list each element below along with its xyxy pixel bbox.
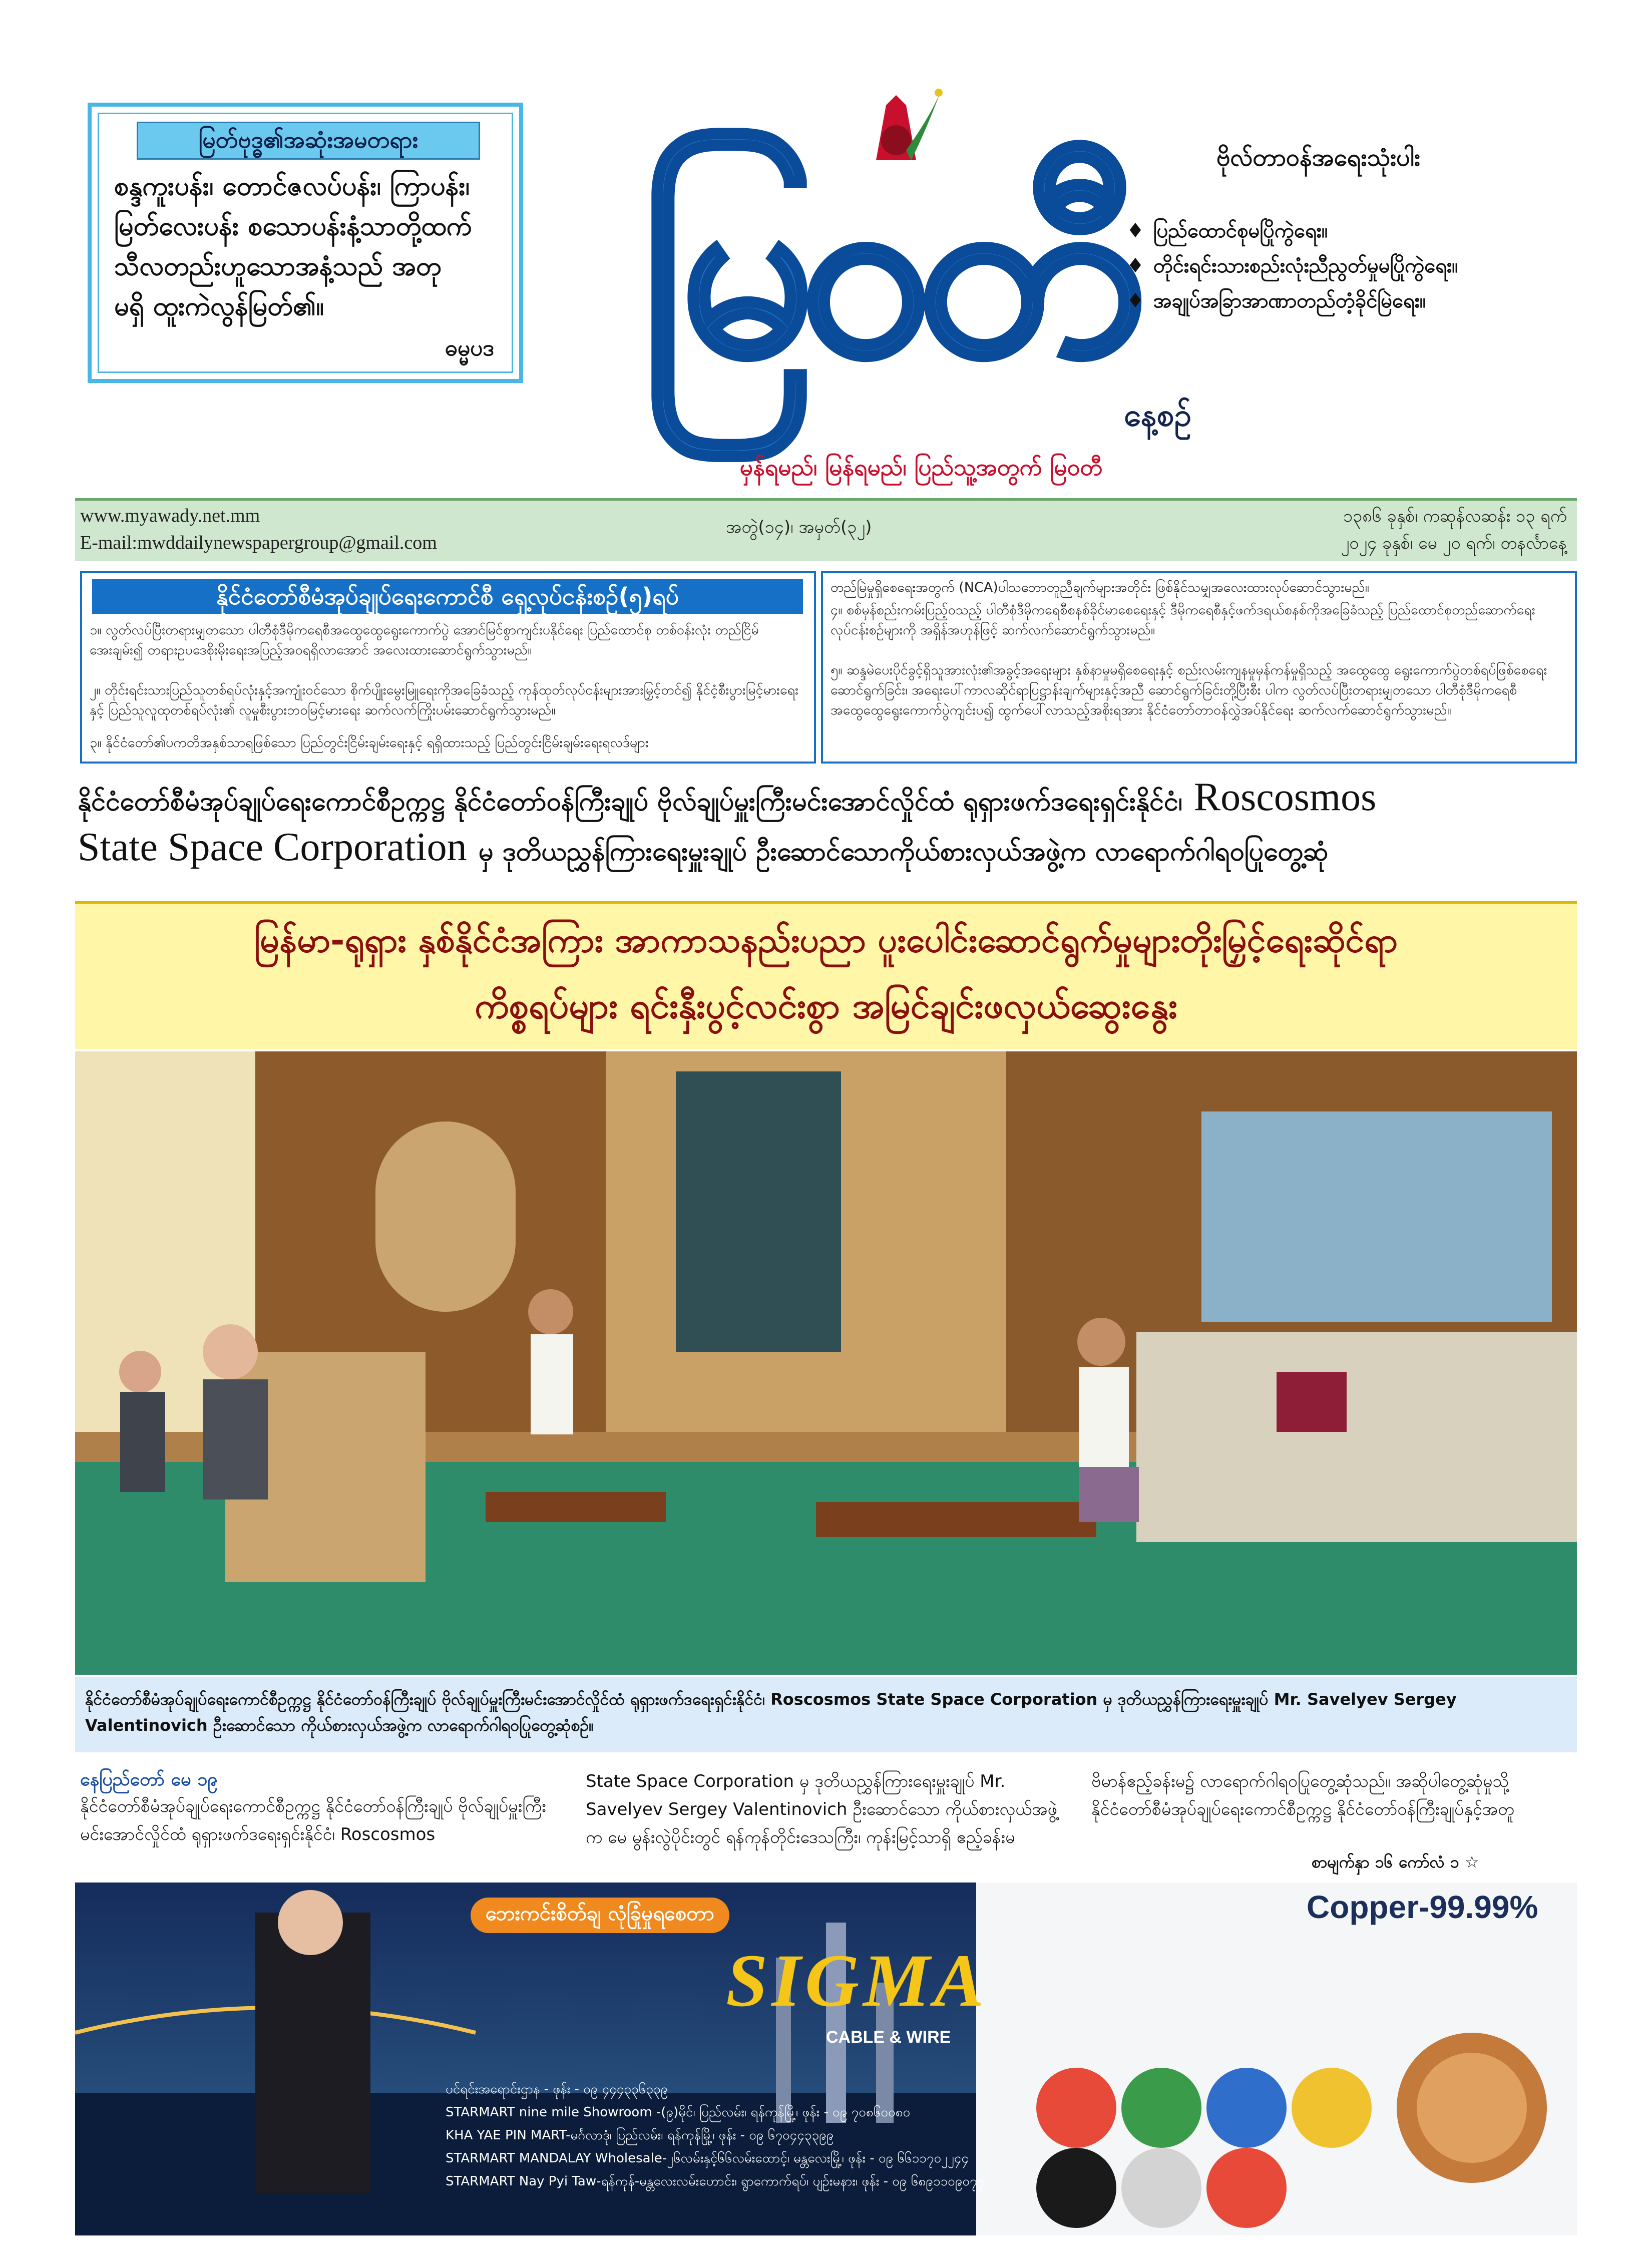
policy-item: တည်မြဲမှုရှိစေရေးအတွက် (NCA)ပါသဘောတူညီချက်များအတိုင်း ဖြစ်နိုင်သမျှအလေးထားလုပ်ဆောင်သွားမည်။ — [831, 580, 1369, 595]
policy-item: ၁။ လွတ်လပ်ပြီးတရားမျှတသော ပါတီစုံဒီမိုကရေစီအထွေထွေရွေးကောက်ပွဲ အောင်မြင်စွာကျင်းပနိုင်ရေး ပြည်ထောင်စု တစ်ဝန်းလုံး တည်ငြိမ်အေးချမ်း၍ တရားဥပဒေစိုးမိုးရေးအပြည့်အဝရရှိလာအောင် အလေးထားဆောင်ရွက်သွားမည်။ — [90, 622, 759, 658]
objective-text: တိုင်းရင်းသားစည်းလုံးညီညွတ်မှုမပြိုကွဲရေး။ — [1153, 254, 1458, 277]
masthead — [586, 75, 1211, 496]
ad-contact-line: KHA YAE PIN MART-မင်္ဂလာဒုံ၊ ပြည်လမ်း၊ ရန်ကုန်မြို့၊ ဖုန်း - ၀၉ ၆၇၀၄၄၃၃၉၉ — [446, 2128, 834, 2143]
email-link[interactable]: E-mail:mwddailynewspapergroup@gmail.com — [80, 532, 437, 553]
ad-contact-line: STARMART nine mile Showroom -(၉)မိုင်၊ ပြည်လမ်း၊ ရန်ကုန်မြို့၊ ဖုန်း - ၀၉ ၇၀၈၆၀၀၈၀ — [446, 2105, 911, 2120]
policy-item: ၅။ ဆန္ဒမဲပေးပိုင်ခွင့်ရှိသူအားလုံး၏အခွင့်အရေးများ နှစ်နာမှုမရှိစေရေးနှင့် စည်းလမ်းကျနမှုမှန်ကန်မှုရှိသည့် အထွေထွေ ရွေးကောက်ပွဲတစ်ရပ်ဖြစ်စေရေးဆောင်ရွက်ခြင်း၊ အရေးပေါ်ကာလဆိုင်ရာပြဋ္ဌာန်းချက်များနှင့်အညီ ဆောင်ရွက်ခြင်းတို့ပြီးစီး ပါက လွတ်လပ်ပြီးတရားမျှတသော ပါတီစုံဒီမိုကရေစီအထွေထွေရွေးကောက်ပွဲကျင်းပ၍ ထွက်ပေါ်လာသည့်အစိုးရအား နိုင်ငံတော်တာဝန်လွှဲအပ်နိုင်ရေး ဆက်လက်ဆောင်ရွက်သွားမည်။ — [831, 662, 1547, 718]
info-band — [75, 498, 1577, 561]
objective-text: ပြည်ထောင်စုမပြိုကွဲရေး။ — [1153, 219, 1328, 242]
masthead-subtitle: နေ့စဉ် — [1123, 397, 1191, 433]
ad-brand-sub: CABLE & WIRE — [826, 2028, 951, 2047]
quote-line: စန္ဒကူးပန်း၊ တောင်ဇလပ်ပန်း၊ ကြာပန်း၊ — [114, 171, 470, 201]
diamond-icon: ♦ — [1126, 219, 1144, 242]
article-column-3: ဗိမာန်ဧည့်ခန်းမ၌ လာရောက်ဂါရဝပြုတွေ့ဆုံသည်။ အဆိုပါတွေ့ဆုံမှုသို့ နိုင်ငံတော်စီမံအုပ်ချုပ်ရေးကောင်စီဥက္ကဋ္ဌ နိုင်ငံတော်ဝန်ကြီးချုပ်နှင့်အတူ — [1091, 1771, 1515, 1819]
kicker-roscosmos: Roscosmos — [1193, 775, 1377, 819]
diamond-icon: ♦ — [1126, 289, 1144, 312]
ad-contact-line: ပင်ရင်းအရောင်းဌာန - ဖုန်း - ၀၉ ၄၄၄၃၃၆၃၃၉ — [446, 2082, 668, 2097]
headline-line-1: မြန်မာ-ရုရှား နှစ်နိုင်ငံအကြား အာကာသနည်းပညာ ပူးပေါင်းဆောင်ရွက်မှုများတိုးမြှင့်ရေးဆိုင်ရာ — [254, 921, 1398, 960]
date-gregorian: ၂၀၂၄ ခုနှစ်၊ မေ ၂၀ ရက်၊ တနင်္လာနေ့ — [1341, 533, 1567, 553]
objective-item — [1126, 288, 1426, 317]
quote-box — [88, 103, 523, 383]
policy-item: ၄။ စစ်မှန်စည်းကမ်းပြည့်ဝသည့် ပါတီစုံဒီမိုကရေစီစနစ်ခိုင်မာစေရေးနှင့် ဒီမိုကရေစီနှင့်ဖက်ဒရယ်စနစ်ကိုအခြေခံသည့် ပြည်ထောင်စုတည်ဆောက်ရေးလုပ်ငန်းစဉ်များကို အရှိန်အဟုန်ဖြင့် ဆက်လက်ဆောင်ရွက်သွားမည်။ — [831, 602, 1535, 638]
caption-band — [75, 1677, 1577, 1752]
masthead-title: မြဝတီ — [641, 132, 1131, 409]
masthead-slogan: မှန်ရမည်၊ မြန်ရမည်၊ ပြည်သူ့အတွက် မြဝတီ — [739, 454, 1103, 481]
website-link[interactable]: www.myawady.net.mm — [80, 505, 260, 526]
quote-line: မြတ်လေးပန်း စသောပန်းနံ့သာတို့ထက် — [114, 211, 472, 241]
quote-line: မရှိ ထူးကဲလွန်မြတ်၏။ — [114, 291, 324, 321]
quote-line: သီလတည်းဟူသောအနံ့သည် အတု — [114, 251, 442, 281]
kicker-text: မှ ဒုတိယညွှန်ကြားရေးမှူးချုပ် ဦးဆောင်သောကိုယ်စားလှယ်အဖွဲ့က လာရောက်ဂါရဝပြုတွေ့ဆုံ — [478, 837, 1329, 867]
policy-box-title: နိုင်ငံတော်စီမံအုပ်ချုပ်ရေးကောင်စီ ရှေ့လုပ်ငန်းစဉ်(၅)ရပ် — [92, 579, 803, 614]
kicker-line-1 — [78, 774, 1579, 826]
policy-item: ၂။ တိုင်းရင်းသားပြည်သူတစ်ရပ်လုံးနှင့်အကျုံးဝင်သော စိုက်ပျိုးမွေးမြူရေးကိုအခြေခံသည့် ကုန်ထုတ်လုပ်ငန်းများအားမြှင့်တင်၍ နိုင်ငံ့စီးပွားမြင့်မားရေးနှင့် ပြည်သူလူထုတစ်ရပ်လုံး၏ လူမှုစီးပွားဘဝမြင့်မားရေး ဆက်လက်ကြိုးပမ်းဆောင်ရွက်သွားမည်။ — [90, 682, 798, 718]
meeting-photo — [75, 1051, 1577, 1675]
kicker-corporation: State Space Corporation — [78, 825, 467, 869]
meeting-photo-illustration — [75, 1051, 1577, 1675]
sigma-advertisement[interactable] — [75, 1883, 1577, 2235]
article-column-1: နိုင်ငံတော်စီမံအုပ်ချုပ်ရေးကောင်စီဥက္ကဋ္ဌ နိုင်ငံတော်ဝန်ကြီးချုပ် ဗိုလ်ချုပ်မှူးကြီးမင်းအောင်လှိုင်ထံ ရုရှားဖက်ဒရေးရှင်းနိုင်ငံ၊ Roscosmos — [80, 1796, 546, 1844]
objective-item — [1126, 253, 1458, 282]
headline-line-2: ကိစ္စရပ်များ ရင်းနှီးပွင့်လင်းစွာ အမြင်ချင်းဖလှယ်ဆွေးနွေး — [475, 985, 1177, 1026]
policy-item: ၃။ နိုင်ငံတော်၏ပကတိအနှစ်သာရဖြစ်သော ပြည်တွင်းငြိမ်းချမ်းရေးနှင့် ရရှိထားသည့် ပြည်တွင်းငြိမ်းချမ်းရေးရလဒ်များ — [90, 735, 649, 750]
ad-contact-line: STARMART MANDALAY Wholesale-၂၆လမ်းနှင့်၆၆လမ်းထောင့်၊ မန္တလေးမြို့၊ ဖုန်း - ၀၉ ၆၆၁၁၇၀၂၂၄၄ — [446, 2151, 969, 2166]
ad-contacts — [446, 2078, 1071, 2193]
continued-marker: စာမျက်နှာ ၁၆ ကော်လံ ၁ ☆ — [1312, 1852, 1479, 1871]
ad-tagline: ဘေးကင်းစိတ်ချ လုံခြုံမှုရစေတာ — [471, 1898, 729, 1933]
policy-box — [80, 571, 816, 764]
objectives-heading: ဗိုလ်တာဝန်အရေးသုံးပါး — [1216, 144, 1421, 172]
diamond-icon: ♦ — [1126, 254, 1144, 277]
quote-title: မြတ်ဗုဒ္ဓ၏အဆုံးအမတရား — [137, 122, 480, 160]
policy-box-continued — [821, 571, 1577, 764]
ad-brand: SIGMA — [726, 1939, 988, 2022]
kicker-text: နိုင်ငံတော်စီမံအုပ်ချုပ်ရေးကောင်စီဥက္ကဋ္ဌ နိုင်ငံတော်ဝန်ကြီးချုပ် ဗိုလ်ချုပ်မှူးကြီးမင်းအောင်လှိုင်ထံ ရုရှားဖက်ဒရေးရှင်းနိုင်ငံ၊ — [78, 787, 1182, 817]
ad-contact-line: STARMART Nay Pyi Taw-ရန်ကုန်-မန္တလေးလမ်းဟောင်း၊ ရွာကောက်ရပ်၊ ပျဉ်းမနား၊ ဖုန်း - ၀၉ ၆၈၉၁၁၀၉၀၇၇ — [446, 2174, 985, 2189]
ad-copper: Copper-99.99% — [1307, 1889, 1538, 1925]
headline-band — [75, 901, 1577, 1049]
objective-item — [1126, 218, 1328, 247]
article-column-2: State Space Corporation မှ ဒုတိယညွှန်ကြားရေးမှူးချုပ် Mr. Savelyev Sergey Valentinovich ဦးဆောင်သော ကိုယ်စားလှယ်အဖွဲ့က မေ မွန်းလွဲပိုင်းတွင် ရန်ကုန်တိုင်းဒေသကြီး၊ ကုန်းမြင့်သာရှိ ဧည့်ခန်းမ — [586, 1771, 1057, 1847]
kicker-line-2 — [78, 824, 1579, 876]
photo-caption: နိုင်ငံတော်စီမံအုပ်ချုပ်ရေးကောင်စီဥက္ကဋ္ဌ နိုင်ငံတော်ဝန်ကြီးချုပ် ဗိုလ်ချုပ်မှူးကြီးမင်းအောင်လှိုင်ထံ ရုရှားဖက်ဒရေးရှင်းနိုင်ငံ၊ Roscosmos State Space Corporation မှ ဒုတိယညွှန်ကြားရေးမှူးချုပ် Mr. Savelyev Sergey Valentinovich ဦးဆောင်သော ကိုယ်စားလှယ်အဖွဲ့က လာရောက်ဂါရဝပြုတွေ့ဆုံစဉ်။ — [85, 1690, 1457, 1735]
date-myanmar: ၁၃၈၆ ခုနှစ်၊ ကဆုန်လဆန်း ၁၃ ရက် — [1343, 506, 1567, 526]
issue-volume: အတွဲ(၁၄)၊ အမှတ်(၃၂) — [726, 517, 872, 537]
quote-source: ဓမ္မပဒ — [445, 335, 494, 361]
dateline: နေပြည်တော် မေ ၁၉ — [80, 1769, 218, 1790]
objective-text: အချုပ်အခြာအာဏာတည်တံ့ခိုင်မြဲရေး။ — [1153, 289, 1426, 312]
